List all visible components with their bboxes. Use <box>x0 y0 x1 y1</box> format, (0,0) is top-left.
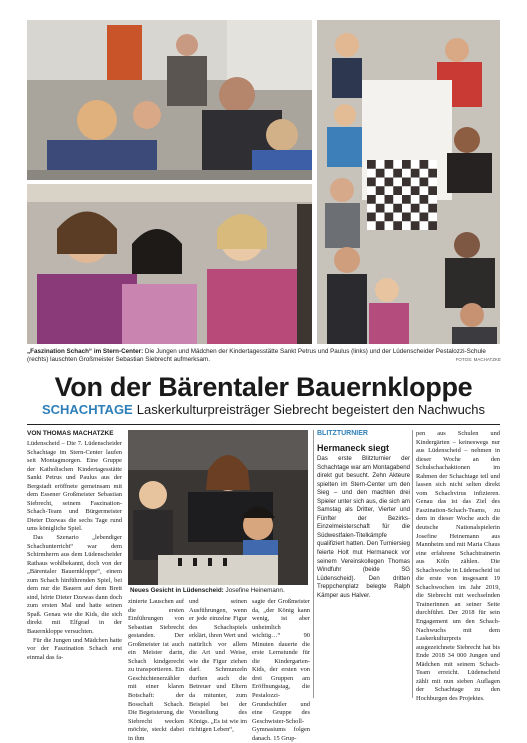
inline-photo <box>128 430 308 585</box>
photo-right <box>317 20 500 344</box>
photo-caption-title: „Faszination Schach“ im Stern-Center: <box>27 348 144 355</box>
photo-caption-text: Die Jungen und Mädchen der Kindertagesstätte Sankt Petrus und Paulus (links) und der Lüdenscheider Pestalozzi-Schule (rechts) lauschten Großmeister Sebastian Siebrecht aufmerksam. <box>27 348 486 363</box>
subhead-text: Laskerkulturpreisträger Siebrecht begeistert den Nachwuchs <box>136 402 486 417</box>
inline-photo-caption-text: Josefine Heinemann. <box>225 587 285 594</box>
byline: VON THOMAS MACHATZKE <box>27 430 114 437</box>
photo-credit: FOTOS: MACHATZKE <box>455 357 501 362</box>
article-column-2: zinierte Lauschen auf die ersten Einführungen von Sebastian Siebrecht gestanden. Der Großmeister ist auch ein Meister darin, Schach kindgerecht zu transportieren. Ein Geschichtenerzähler mit einer klaren Botschaft: der Bosschaft Schach. Die Begeisterung, die Siebrecht wecken möchte, steckt dabei in ihm <box>128 598 184 742</box>
column-1-paragraph: Lüdenscheid – Die 7. Lüdenscheider Schachtage im Stern-Center laufen seit Montagmorgen. Eine Gruppe der Katholischen Kindertagesstätte Sankt Petrus und Paulus aus der Bergstadt eröffnete gemeinsam mit dem Essener Großmeister Sebastian Siebrecht, seinem Faszination-Schach-Team und Bürgermeister Dieter Dzewas die sechs Tage rund ums königliche Spiel. <box>27 440 122 533</box>
box-divider-right <box>412 430 413 698</box>
headline: Von der Bärentaler Bauernkloppe <box>54 372 473 402</box>
article-column-3: und seinen Ausführungen, wenn er jede einzelne Figur des Schachspiels erklärt, ihren Wert und natürlich vor allem die Art und Weise, wie die Figur ziehen darf. Schmunzeln durften auch die Betreuer und Eltern da mitunter, zum Beispiel bei der Vorstellung des Königs. „Es ist wie im richtigen Leben“, <box>189 598 247 734</box>
article-column-6: pen aus Schulen und Kindergärten – keineswegs nur aus Lüdenscheid – nehmen in dieser Woche an den Schulschachaktionen im Rahmen der Schachtage teil und lassen sich nicht selten direkt vom Schachvirus infizieren. Genau das ist das Ziel des Faszination-Schach-Teams, zu dem in dieser Woche auch die deutsche Nationalspielerin Josefine Heinemann aus Mannheim und mit Maria Chaus eine erfahrene Schachtrainerin aus Köln zählen. Die Schachwoche in Lüdenscheid ist die erste von insgesamt 19 Schachwochen im Jahr 2019, die Siebrecht mit wechselnden Trainerinnen an seiner Seite durchführt. Der 2018 für sein Engagement um den Schach-Nachwuchs mit dem Laskerkulturpreis ausgezeichnete Siebrecht hat bis Ende 2018 34 000 Jungen und Mädchen mit seinem Schach-Team erreicht. Lüdenscheid zählt mit nun sieben Auflagen der Schachtage zu den Hochburgen des Projektes. <box>416 430 500 702</box>
subhead <box>0 402 527 417</box>
subhead-kicker: SCHACHTAGE <box>41 402 133 417</box>
article-column-4: sagte der Großmeister da, „der König kann wenig, ist aber unheimlich wichtig…“ 90 Minuten dauerte die erste Lernstunde für die Kindergarten-Kids, der ersten von drei Gruppen am Eröffnungstag, die Pestalozzi-Grundschüler und eine Gruppe des Geschwister-Scholl-Gymnasiums folgen danach. 15 Grup- <box>252 598 310 742</box>
inline-photo-caption-title: Neues Gesicht in Lüdenscheid: <box>130 587 224 594</box>
box-divider-left <box>313 430 314 698</box>
column-1-paragraph: Für die Jungen und Mädchen hatte vor der Faszination Schach erst einmal das fa- <box>27 636 122 661</box>
photo-top-left <box>27 20 312 180</box>
article-column-1 <box>27 440 122 700</box>
box-title: Hermaneck siegt <box>317 443 390 453</box>
headline-rule <box>27 424 500 425</box>
photo-caption <box>27 348 497 364</box>
photo-bottom-left <box>27 184 312 344</box>
box-body: Das erste Blitzturnier der Schachtage war am Montagabend direkt gut besucht. Zehn Akteure spielten im Stern-Center um den Sieg – und den machten drei Spieler unter sich aus, die sich am Samstag als Dritter, Vierter und Fünfter der Bezirks-Einzelmeisterschaft für die Südwestfalen-Titelkämpfe qualifiziert hatten. Den Turniersieg feierte Holt mut Hermaneck vor seinem Vereinskollegen Thomas Windfuhr (beide SG Lüdenscheid). Den dritten Treppchenplatz belegte Ralph Kämper aus Halver. <box>317 455 410 599</box>
box-kicker: BLITZTURNIER <box>317 430 368 437</box>
column-1-paragraph: Das Szenario „lebendiger Schachunterricht“ war dem Schirmherrn aus dem Lüdenscheider Rathaus wohlbekannt, doch von der „Bärentaler Bauernkloppe“, einem zum Schach hinführenden Spiel, bei dem nur die Bauern auf dem Brett sind, hörte Dieter Dzewas dann doch zum ersten Mal und hatte seinen Spaß. Genau wie die Kids, die sich direkt mit Elfgrad in der Bauernkloppe versuchten. <box>27 534 122 636</box>
inline-photo-caption <box>130 587 285 594</box>
